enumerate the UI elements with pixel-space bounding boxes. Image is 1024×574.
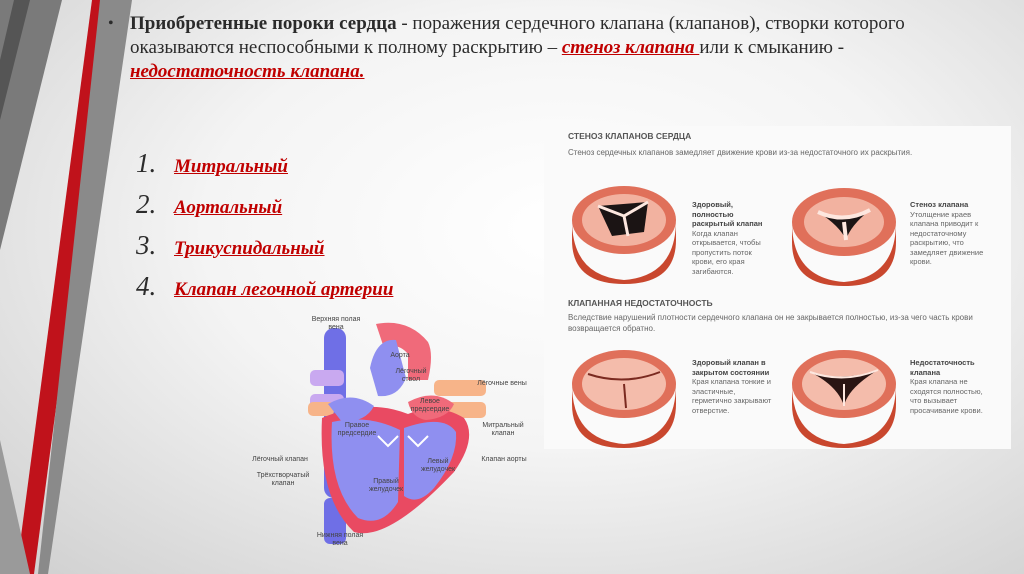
label-aorta: Аорта <box>390 352 410 359</box>
item-number: 4. <box>136 271 157 301</box>
label-right-ventricle: Правый желудочек <box>368 478 404 493</box>
valve-type-link-mitral[interactable]: Митральный <box>174 156 288 177</box>
leaky-title: Недостаточность клапана <box>910 358 975 377</box>
insufficiency-heading: КЛАПАННАЯ НЕДОСТАТОЧНОСТЬ <box>568 298 713 308</box>
stenosed-title: Стеноз клапана <box>910 200 969 209</box>
label-svc: Верхняя полая вена <box>311 316 361 331</box>
decorative-stripes <box>0 0 140 574</box>
valve-type-link-pulmonary[interactable]: Клапан легочной артерии <box>174 279 394 300</box>
healthy-closed-caption <box>692 358 772 415</box>
valve-type-link-aortic[interactable]: Аортальный <box>174 197 283 218</box>
intro-paragraph <box>108 12 990 84</box>
label-ivc: Нижняя полая вена <box>316 532 364 547</box>
item-number: 3. <box>136 230 157 260</box>
valve-type-link-tricuspid[interactable]: Трикуспидальный <box>174 238 325 259</box>
label-pulmonary-trunk: Лёгочный ствол <box>395 368 427 383</box>
stenosis-heading: СТЕНОЗ КЛАПАНОВ СЕРДЦА <box>568 131 692 141</box>
healthy-open-valve-image <box>568 180 680 284</box>
bullet-marker: • <box>108 15 114 32</box>
leaky-text: Края клапана не сходятся полностью, что вызывает просачивание крови. <box>910 377 983 415</box>
intro-lead: Приобретенные пороки сердца <box>130 13 397 34</box>
label-aortic-valve: Клапан аорты <box>481 456 527 463</box>
healthy-closed-title: Здоровый клапан в закрытом состоянии <box>692 358 770 377</box>
insufficiency-link[interactable]: недостаточность клапана. <box>130 61 365 82</box>
healthy-open-text: Когда клапан открывается, чтобы пропустить поток крови, его края загибаются. <box>692 228 761 276</box>
label-mitral-valve: Митральный клапан <box>482 422 524 437</box>
heart-diagram <box>252 316 530 552</box>
healthy-closed-valve-image <box>568 344 680 448</box>
list-item <box>136 189 393 230</box>
leaky-caption <box>910 358 990 415</box>
item-number: 2. <box>136 189 157 219</box>
label-tricuspid-valve: Трёхстворчатый клапан <box>256 472 310 487</box>
intro-text-2: или к смыканию - <box>699 37 845 58</box>
list-item <box>136 230 393 271</box>
valve-types-list <box>136 148 393 312</box>
valve-infographic <box>544 126 1011 449</box>
stenosed-caption <box>910 200 990 267</box>
stenosis-description: Стеноз сердечных клапанов замедляет движение крови из-за недостаточного их раскрытия. <box>568 148 913 157</box>
label-left-atrium: Левое предсердие <box>410 398 450 413</box>
healthy-open-title: Здоровый, полностью раскрытый клапан <box>692 200 763 228</box>
insufficiency-description: Вследствие нарушений плотности сердечного клапана он не закрывается полностью, из-за чего часть крови возвращается обратно. <box>568 313 973 333</box>
label-pulmonary-valve: Лёгочный клапан <box>252 456 308 463</box>
item-number: 1. <box>136 148 157 178</box>
healthy-closed-text: Края клапана тонкие и эластичные, герметично закрывают отверстие. <box>692 377 772 415</box>
healthy-open-caption <box>692 200 772 276</box>
label-right-atrium: Правое предсердие <box>337 422 377 437</box>
list-item <box>136 148 393 189</box>
stenosis-link[interactable]: стеноз клапана <box>561 37 700 58</box>
label-pulmonary-veins: Лёгочные вены <box>477 380 527 387</box>
leaky-valve-image <box>788 344 900 448</box>
label-left-ventricle: Левый желудочек <box>420 458 456 473</box>
stenosed-valve-image <box>788 182 900 286</box>
stenosed-text: Утолщение краев клапана приводит к недостаточному раскрытию, что замедляет движение крови. <box>910 209 984 266</box>
intro-text-1: - поражения сердечного клапана (клапанов), створки которого оказываются неспособными к полному раскрытию – <box>130 13 905 58</box>
list-item <box>136 271 393 312</box>
